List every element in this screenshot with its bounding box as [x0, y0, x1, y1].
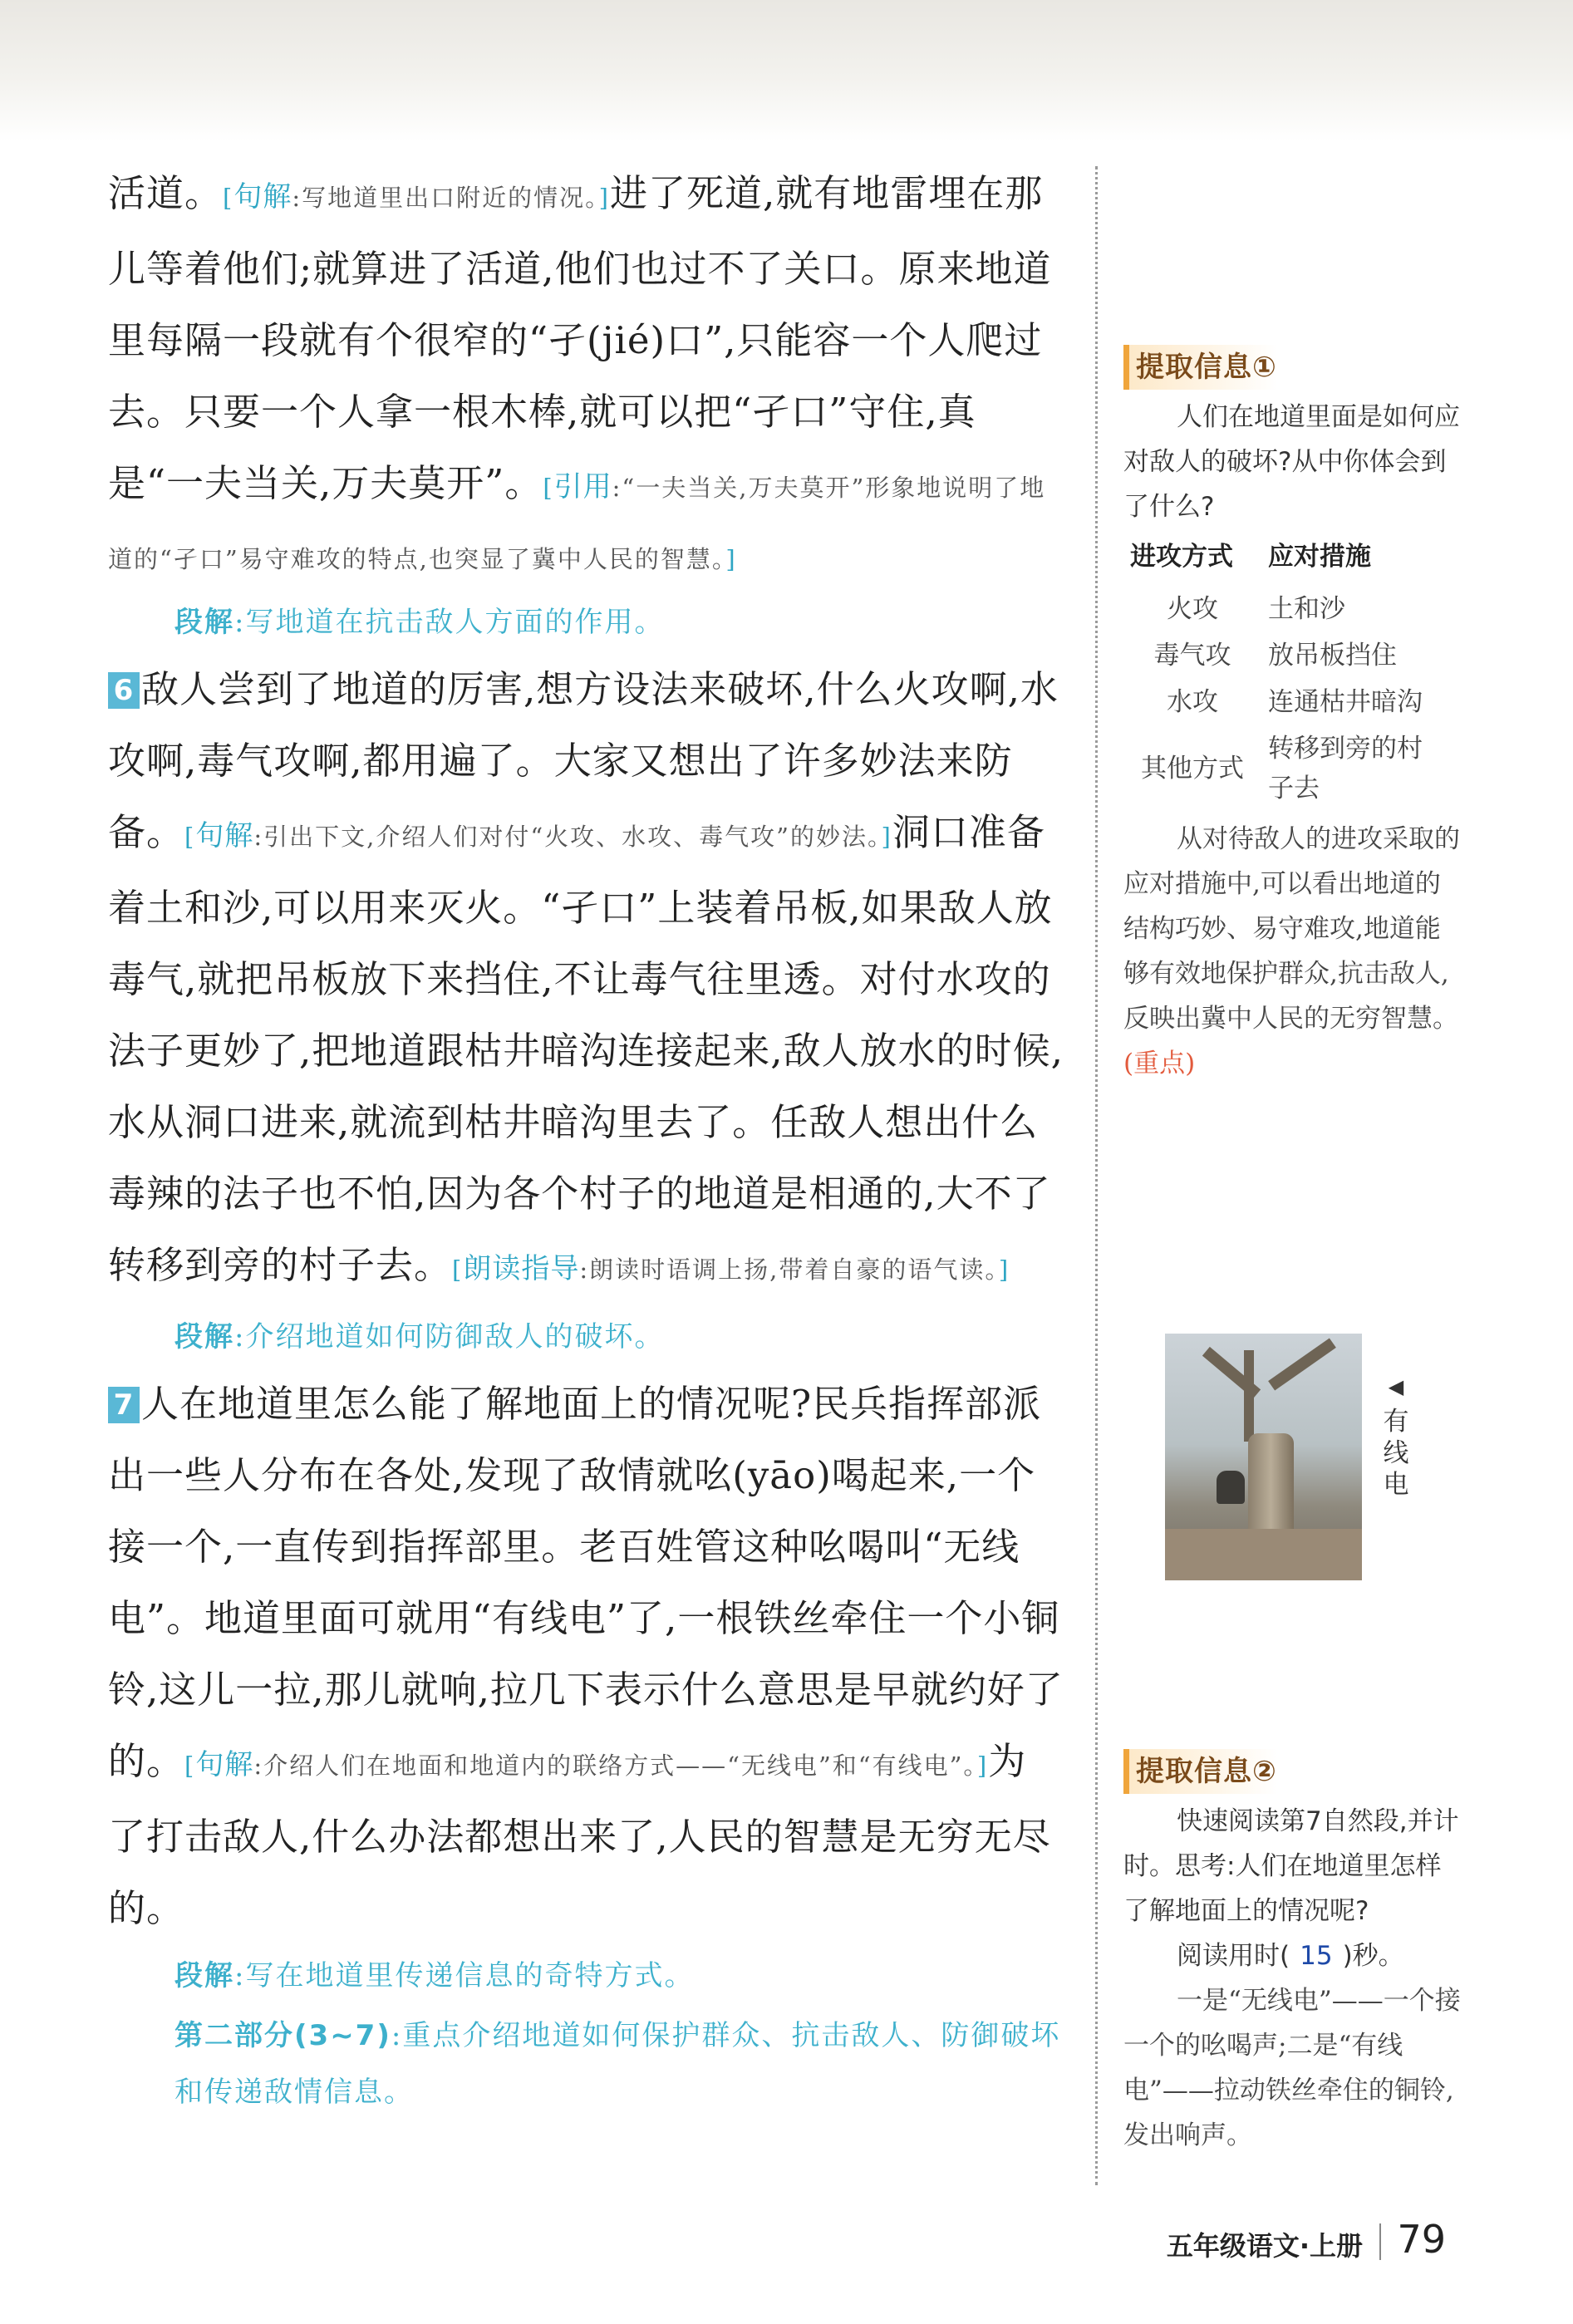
main-text-column — [108, 158, 1064, 2120]
text-segment: 进了死道,就有地雷埋在那儿等着他们;就算进了活道,他们也过不了关口。原来地道里每隔一段就有个很窄的“孑(jié)口”,只能容一个人爬过去。只要一个人拿一根木棒,就可以把“孑口”守住,真是“一夫当关,万夫莫开”。 — [108, 171, 1052, 505]
summary-label: 段解 — [175, 606, 234, 639]
summary-label: 段解 — [175, 1320, 234, 1354]
page-top-band — [0, 0, 1573, 141]
answer-text: 从对待敌人的进攻采取的应对措施中,可以看出地道的结构巧妙、易守难攻,地道能够有效地保护群众,抗击敌人,反映出冀中人民的无穷智慧。 — [1123, 824, 1460, 1034]
photo-branch — [1268, 1338, 1336, 1390]
photo-tree-bell — [1165, 1334, 1362, 1580]
side-note-question: 快速阅读第7自然段,并计时。思考:人们在地道里怎样了解地面上的情况呢? — [1123, 1806, 1459, 1926]
timer-label: 阅读用时( — [1177, 1941, 1290, 1971]
table-cell: 毒气攻 — [1153, 641, 1231, 671]
table-row — [1123, 725, 1448, 812]
annotation-sentence: [句解:写地道里出口附近的情况。] — [223, 180, 610, 214]
section-summary-1 — [108, 591, 1064, 654]
timer-unit: )秒。 — [1342, 1941, 1404, 1971]
attack-response-table — [1123, 533, 1448, 812]
caption-text: 有线电 — [1383, 1407, 1409, 1500]
annotation-text: :朗读时语调上扬,带着自豪的语气读。 — [579, 1255, 999, 1284]
annotation-sentence: [句解:引出下文,介绍人们对付“火攻、水攻、毒气攻”的妙法。] — [184, 819, 892, 852]
side-note-answer: 一是“无线电”——一个接一个的吆喝声;二是“有线电”——拉动铁丝牵住的铜铃,发出响声。 — [1123, 1986, 1461, 2150]
paragraph-5-continued — [108, 158, 1064, 591]
annotation-text: :“一夫当关,万夫莫开”形象地说明了地道的“孑口”易守难攻的特点,也突显了冀中人民的智慧。 — [108, 474, 1046, 573]
table-cell: 其他方式 — [1141, 754, 1244, 784]
side-note-title: 提取信息① — [1123, 345, 1277, 390]
book-title: 五年级语文·上册 — [1166, 2230, 1363, 2262]
annotation-tag: 朗读指导 — [463, 1252, 580, 1285]
table-row — [1123, 586, 1448, 632]
summary-label: 段解 — [175, 1959, 234, 1992]
summary-text: :写地道在抗击敌人方面的作用。 — [234, 606, 665, 639]
part-summary — [108, 2007, 1064, 2120]
summary-text: :重点介绍地道如何保护群众、抗击敌人、防御破坏和传递敌情信息。 — [175, 2019, 1061, 2109]
photo-bell — [1217, 1471, 1245, 1504]
annotation-tag: 句解 — [195, 1748, 254, 1781]
side-note-title: 提取信息② — [1123, 1749, 1277, 1794]
key-point-mark: (重点) — [1123, 1049, 1196, 1078]
side-note-2 — [1123, 1749, 1464, 2158]
table-cell: 转移到旁的村子去 — [1268, 734, 1423, 803]
paragraph-number-badge: 7 — [108, 1387, 140, 1423]
section-summary-2 — [108, 1305, 1064, 1368]
text-segment: 人在地道里怎么能了解地面上的情况呢?民兵指挥部派出一些人分布在各处,发现了敌情就吆(yāo)喝起来,一个接一个,一直传到指挥部里。老百姓管这种吆喝叫“无线电”。地道里面可就用“有线电”了,一根铁丝牵住一个小铜铃,这儿一拉,那儿就响,拉几下表示什么意思是早就约好了的。 — [108, 1382, 1064, 1783]
table-row — [1123, 632, 1448, 679]
table-cell: 土和沙 — [1268, 594, 1345, 624]
annotation-tag: 句解 — [195, 819, 254, 852]
annotation-text: :引出下文,介绍人们对付“火攻、水攻、毒气攻”的妙法。 — [253, 823, 882, 851]
side-note-1 — [1123, 345, 1464, 1086]
table-cell: 连通枯井暗沟 — [1268, 687, 1423, 717]
page-footer — [1138, 2217, 1487, 2267]
paragraph-6 — [108, 654, 1064, 1305]
text-segment: 敌人尝到了地道的厉害,想方设法来破坏,什么火攻啊,水攻啊,毒气攻啊,都用遍了。大家又想出了许多妙法来防备。 — [108, 667, 1059, 854]
annotation-reading-guide: [朗读指导:朗读时语调上扬,带着自豪的语气读。] — [452, 1252, 1010, 1285]
annotation-quote: [引用:“一夫当关,万夫莫开”形象地说明了地道的“孑口”易守难攻的特点,也突显了冀中人民的智慧。] — [108, 470, 1046, 573]
reading-timer — [1123, 1933, 1464, 1978]
table-cell: 放吊板挡住 — [1268, 641, 1397, 671]
footer-separator — [1379, 2223, 1381, 2260]
summary-label: 第二部分(3~7) — [175, 2019, 391, 2052]
table-cell: 火攻 — [1167, 594, 1218, 624]
column-divider — [1095, 166, 1098, 2185]
side-note-answer — [1123, 817, 1464, 1086]
timer-value: 15 — [1300, 1941, 1333, 1971]
table-header: 进攻方式 — [1130, 542, 1233, 572]
annotation-tag: 引用 — [553, 470, 612, 504]
photo-house — [1165, 1529, 1362, 1580]
triangle-left-icon: ◀ — [1388, 1375, 1404, 1398]
text-segment: 洞口准备着土和沙,可以用来灭火。“孑口”上装着吊板,如果敌人放毒气,就把吊板放下来挡住,不让毒气往里透。对付水攻的法子更妙了,把地道跟枯井暗沟连接起来,敌人放水的时候,水从洞口进来,就流到枯井暗沟里去了。任敌人想出什么毒辣的法子也不怕,因为各个村子的地道是相通的,大不了转移到旁的村子去。 — [108, 810, 1064, 1287]
side-note-question: 人们在地道里面是如何应对敌人的破坏?从中你体会到了什么? — [1123, 402, 1460, 522]
photo-caption — [1379, 1371, 1413, 1501]
paragraph-number-badge: 6 — [108, 672, 140, 709]
photo-branch — [1244, 1350, 1254, 1442]
summary-text: :写在地道里传递信息的奇特方式。 — [234, 1959, 695, 1992]
table-row — [1123, 679, 1448, 725]
annotation-text: :写地道里出口附近的情况。 — [292, 184, 599, 212]
text-segment: 活道。 — [108, 171, 224, 215]
page-number: 79 — [1397, 2217, 1446, 2262]
section-summary-3 — [108, 1944, 1064, 2007]
annotation-sentence: [句解:介绍人们在地面和地道内的联络方式——“无线电”和“有线电”。] — [184, 1748, 989, 1781]
table-header: 应对措施 — [1268, 542, 1371, 572]
annotation-tag: 句解 — [233, 180, 292, 214]
paragraph-7 — [108, 1368, 1064, 1944]
summary-text: :介绍地道如何防御敌人的破坏。 — [234, 1320, 665, 1354]
text-segment: 为了打击敌人,什么办法都想出来了,人民的智慧是无穷无尽的。 — [108, 1739, 1051, 1930]
table-cell: 水攻 — [1167, 687, 1218, 717]
annotation-text: :介绍人们在地面和地道内的联络方式——“无线电”和“有线电”。 — [253, 1752, 977, 1780]
